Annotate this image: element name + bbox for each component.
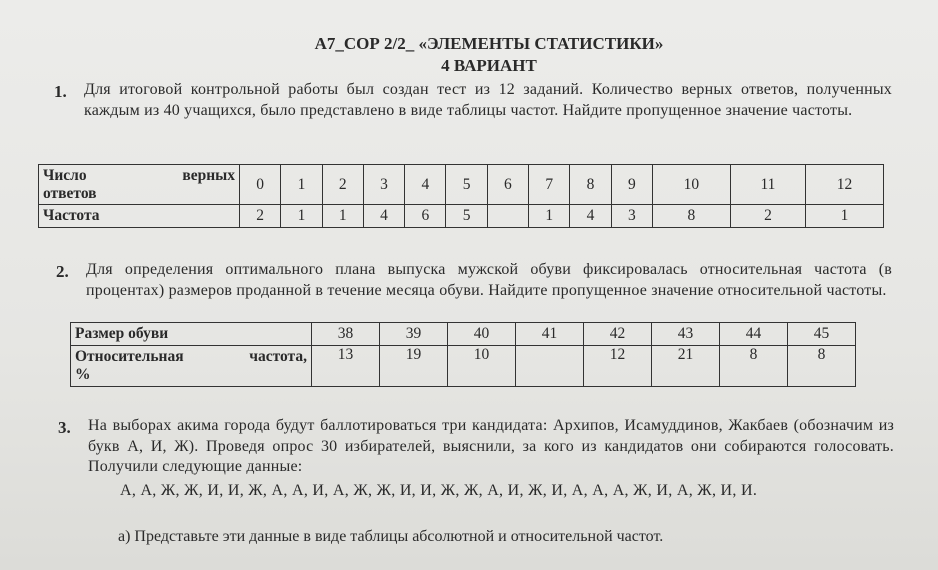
table-cell: 40 (448, 323, 516, 346)
table-cell: 45 (788, 323, 856, 346)
table-cell: 38 (312, 323, 380, 346)
table-cell: 1 (281, 205, 322, 228)
table-cell: 12 (806, 165, 884, 205)
label-text: % (75, 366, 91, 383)
table-cell: 2 (322, 165, 363, 205)
table-header-cell: Размер обуви (71, 323, 312, 346)
table-cell: 4 (570, 205, 611, 228)
vote-sequence: А, А, Ж, Ж, И, И, Ж, А, А, И, А, Ж, Ж, И, И, Ж, Ж, А, И, Ж, И, А, А, А, Ж, И, А, Ж, И, И. (120, 482, 758, 499)
table-cell: 0 (240, 165, 281, 205)
table-cell: 6 (487, 165, 528, 205)
table-cell: 44 (720, 323, 788, 346)
table-cell: 1 (322, 205, 363, 228)
table-cell: 8 (570, 165, 611, 205)
table-cell: 41 (516, 323, 584, 346)
table-cell (516, 346, 584, 387)
table-cell: 5 (446, 205, 487, 228)
table-cell: 6 (405, 205, 446, 228)
frequency-table-2 (70, 322, 856, 387)
table-cell: 11 (730, 165, 805, 205)
question-3-task-a: а) Представьте эти данные в виде таблицы абсолютной и относительной частот. (118, 528, 664, 545)
table-cell: 8 (720, 346, 788, 387)
label-text: верных (182, 167, 235, 184)
label-text: частота, (249, 348, 307, 365)
question-2-number: 2. (56, 262, 69, 281)
document-title: А7_СОР 2/2_ «ЭЛЕМЕНТЫ СТАТИСТИКИ» (314, 34, 664, 53)
table-cell: 19 (380, 346, 448, 387)
table-cell: 5 (446, 165, 487, 205)
table-header-cell (39, 165, 240, 205)
table-cell (487, 205, 528, 228)
table-cell: 13 (312, 346, 380, 387)
table-header-cell: Частота (39, 205, 240, 228)
table-cell: 8 (652, 205, 730, 228)
table-cell: 9 (611, 165, 652, 205)
question-3-text: На выборах акима города будут баллотироваться три кандидата: Архипов, Исамуддинов, Жакбаев (обозначим из букв А, И, Ж). Проведя опрос 30 избирателей, выяснили, за кого из кандидатов они собираются голосовать. Получили следующие данные: (88, 417, 894, 475)
frequency-table-1 (38, 164, 884, 228)
table-cell: 3 (363, 165, 404, 205)
table-cell: 10 (652, 165, 730, 205)
question-1-number: 1. (54, 82, 67, 101)
table-cell: 8 (788, 346, 856, 387)
question-2-text: Для определения оптимального плана выпуска мужской обуви фиксировалась относительная частота (в процентах) размеров проданной в течение месяца обуви. Найдите пропущенное значение относительной частоты. (86, 261, 892, 299)
table-header-cell (71, 346, 312, 387)
table-cell: 1 (281, 165, 322, 205)
table-cell: 2 (730, 205, 805, 228)
label-text: Число (43, 167, 87, 184)
table-row (71, 323, 856, 346)
table-row (39, 165, 884, 205)
label-text: Относительная (75, 348, 184, 365)
table-cell: 7 (529, 165, 570, 205)
variant-heading: 4 ВАРИАНТ (441, 56, 537, 75)
table-cell: 4 (363, 205, 404, 228)
table-cell: 10 (448, 346, 516, 387)
table-cell: 21 (652, 346, 720, 387)
table-cell: 39 (380, 323, 448, 346)
table-row (39, 205, 884, 228)
question-1-text: Для итоговой контрольной работы был создан тест из 12 заданий. Количество верных ответов, полученных каждым из 40 учащихся, было представлено в виде таблицы частот. Найдите пропущенное значение частоты. (84, 81, 892, 119)
table-cell: 1 (529, 205, 570, 228)
table-cell: 1 (806, 205, 884, 228)
table-cell: 4 (405, 165, 446, 205)
table-cell: 3 (611, 205, 652, 228)
table-cell: 43 (652, 323, 720, 346)
label-text: ответов (43, 185, 97, 202)
table-row (71, 346, 856, 387)
table-cell: 2 (240, 205, 281, 228)
table-cell: 12 (584, 346, 652, 387)
table-cell: 42 (584, 323, 652, 346)
question-3-number: 3. (58, 418, 71, 437)
